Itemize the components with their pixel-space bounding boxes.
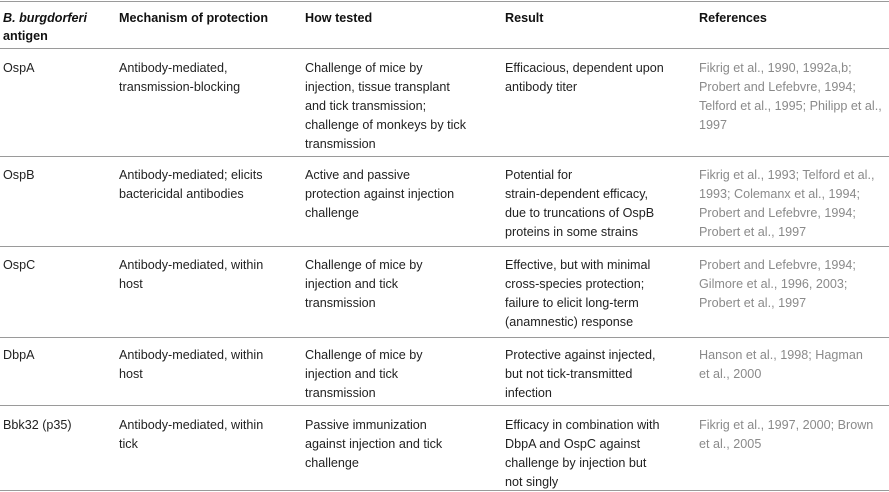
table-top-rule xyxy=(0,1,889,2)
row-divider xyxy=(0,337,889,338)
table-row-references: Fikrig et al., 1993; Telford et al., 1993; Colemanx et al., 1994; Probert and Lefebvre, 1994; Probert et al., 1997 xyxy=(699,168,875,239)
table-row-how-tested: Challenge of mice by injection and tick transmission xyxy=(305,348,423,400)
table-row-antigen: DbpA xyxy=(3,348,35,362)
table-row-references: Probert and Lefebvre, 1994; Gilmore et al., 1996, 2003; Probert et al., 1997 xyxy=(699,258,856,310)
table-row-mechanism: Antibody-mediated; elicits bactericidal antibodies xyxy=(119,168,263,201)
table-row-how-tested: Passive immunization against injection and tick challenge xyxy=(305,418,443,470)
header-result: Result xyxy=(505,11,544,25)
table-row-antigen: OspA xyxy=(3,61,35,75)
table-row-result: Protective against injected, but not tick-transmitted infection xyxy=(505,348,656,400)
header-antigen-species: B. burgdorferi xyxy=(3,11,87,25)
header-antigen xyxy=(3,9,108,45)
table-row-antigen: OspB xyxy=(3,168,35,182)
table-row-how-tested: Challenge of mice by injection, tissue transplant and tick transmission; challenge of monkeys by tick transmission xyxy=(305,61,467,151)
table-row-result: Effective, but with minimal cross-species protection; failure to elicit long-term (anamnestic) response xyxy=(505,258,651,329)
header-mechanism: Mechanism of protection xyxy=(119,11,269,25)
table-row-mechanism: Antibody-mediated, within tick xyxy=(119,418,264,451)
table-row-references: Fikrig et al., 1990, 1992a,b; Probert and Lefebvre, 1994; Telford et al., 1995; Philipp et al., 1997 xyxy=(699,61,882,132)
row-divider xyxy=(0,405,889,406)
table-row-how-tested: Active and passive protection against injection challenge xyxy=(305,168,455,220)
table-row-result: Efficacy in combination with DbpA and OspC against challenge by injection but not singly xyxy=(505,418,660,489)
row-divider xyxy=(0,156,889,157)
header-bottom-rule xyxy=(0,48,889,49)
header-how-tested: How tested xyxy=(305,11,373,25)
table-row-mechanism: Antibody-mediated, within host xyxy=(119,258,264,291)
table-row-antigen: OspC xyxy=(3,258,36,272)
table-row-result: Efficacious, dependent upon antibody titer xyxy=(505,61,664,94)
table-row-mechanism: Antibody-mediated, within host xyxy=(119,348,264,381)
header-references: References xyxy=(699,11,767,25)
table-row-how-tested: Challenge of mice by injection and tick transmission xyxy=(305,258,423,310)
table-row-references: Fikrig et al., 1997, 2000; Brown et al., 2005 xyxy=(699,418,874,451)
header-antigen-word: antigen xyxy=(3,29,48,43)
table-row-antigen: Bbk32 (p35) xyxy=(3,418,72,432)
table-row-result: Potential for strain-dependent efficacy, due to truncations of OspB proteins in some strains xyxy=(505,168,655,239)
row-divider xyxy=(0,246,889,247)
table-row-mechanism: Antibody-mediated, transmission-blocking xyxy=(119,61,241,94)
table-row-references: Hanson et al., 1998; Hagman et al., 2000 xyxy=(699,348,863,381)
